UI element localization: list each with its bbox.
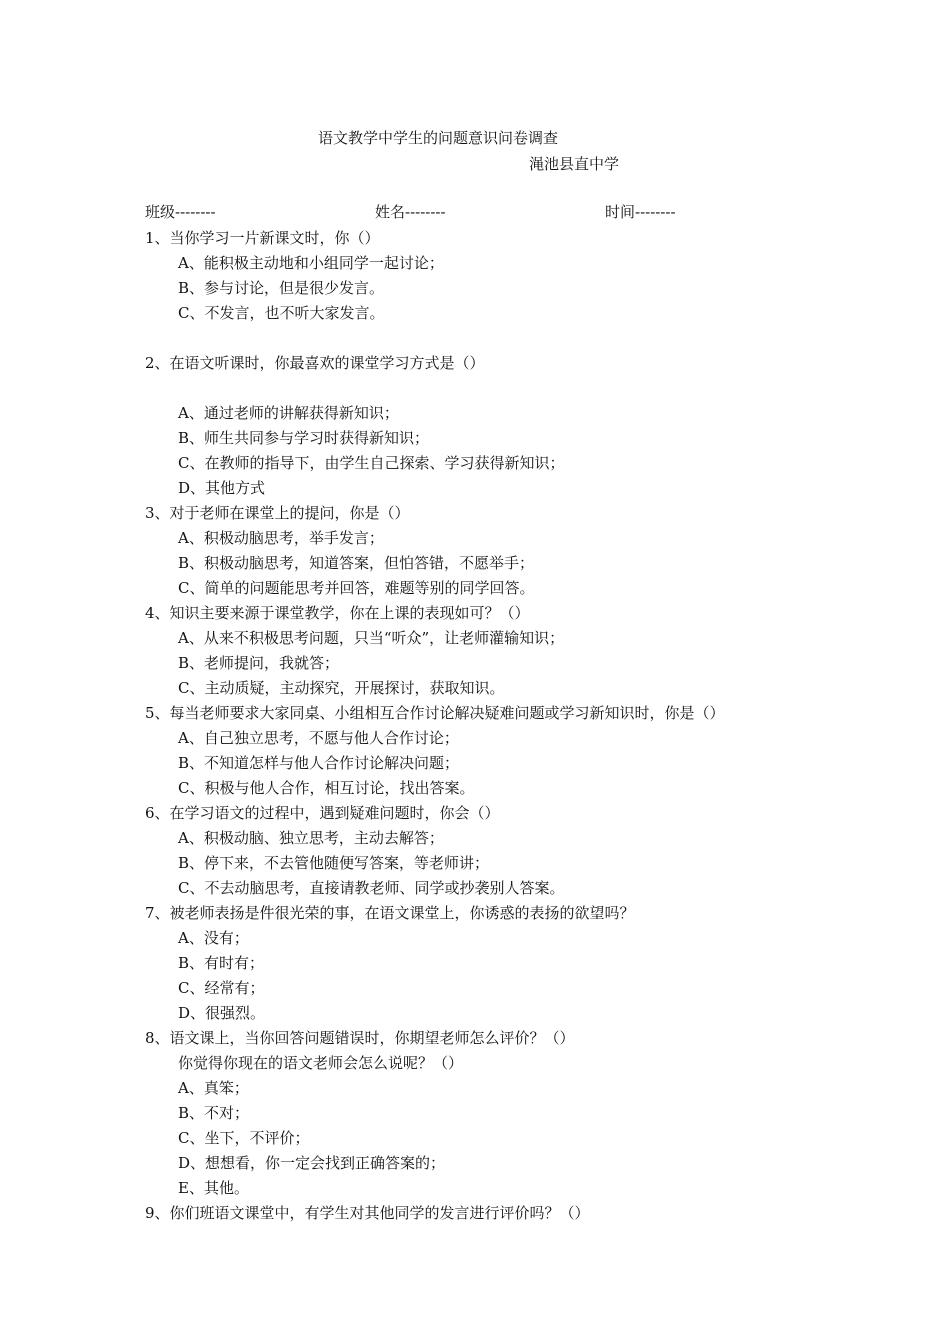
answer-option: A、能积极主动地和小组同学一起讨论；: [178, 254, 444, 272]
question-block: [145, 351, 865, 501]
answer-option: C、简单的问题能思考并回答，难题等别的同学回答。: [178, 579, 535, 597]
answer-option: A、真笨；: [178, 1079, 249, 1097]
answer-option: C、积极与他人合作，相互讨论，找出答案。: [178, 779, 475, 797]
question-block: [145, 801, 865, 901]
answer-option: B、有时有；: [178, 954, 265, 972]
answer-option: C、主动质疑，主动探究，开展探讨，获取知识。: [178, 679, 505, 697]
question-block: [145, 701, 865, 801]
answer-option: A、通过老师的讲解获得新知识；: [178, 404, 399, 422]
question-block: [145, 601, 865, 701]
answer-option: B、不对；: [178, 1104, 250, 1122]
question-block: [145, 226, 865, 351]
time-field: 时间--------: [605, 203, 676, 221]
answer-option: B、停下来，不去管他随便写答案，等老师讲；: [178, 854, 490, 872]
answer-option: B、老师提问，我就答；: [178, 654, 340, 672]
question-text: 9、你们班语文课堂中，有学生对其他同学的发言进行评价吗？（）: [145, 1204, 590, 1222]
answer-option: A、积极动脑、独立思考，主动去解答；: [178, 829, 444, 847]
answer-option: C、不发言，也不听大家发言。: [178, 304, 385, 322]
question-text: 1、当你学习一片新课文时，你（）: [145, 229, 380, 247]
answer-option: C、不去动脑思考，直接请教老师、同学或抄袭别人答案。: [178, 879, 565, 897]
answer-option: C、坐下，不评价；: [178, 1129, 310, 1147]
question-block: [145, 501, 865, 601]
answer-option: B、师生共同参与学习时获得新知识；: [178, 429, 430, 447]
question-subtext: 你觉得你现在的语文老师会怎么说呢？（）: [178, 1054, 464, 1072]
answer-option: B、积极动脑思考，知道答案，但怕答错，不愿举手；: [178, 554, 535, 572]
answer-option: A、没有；: [178, 929, 249, 947]
answer-option: A、积极动脑思考，举手发言；: [178, 529, 384, 547]
school-name: 渑池县直中学: [529, 155, 620, 173]
question-block: [145, 1201, 865, 1226]
answer-option: B、参与讨论，但是很少发言。: [178, 279, 385, 297]
answer-option: A、自己独立思考，不愿与他人合作讨论；: [178, 729, 459, 747]
answer-option: A、从来不积极思考问题，只当“听众”，让老师灌输知识；: [178, 629, 565, 647]
class-field: 班级--------: [145, 203, 216, 221]
student-info-row: [145, 202, 845, 222]
question-block: [145, 1026, 865, 1201]
question-text: 7、被老师表扬是件很光荣的事，在语文课堂上，你诱惑的表扬的欲望吗？: [145, 904, 635, 922]
answer-option: B、不知道怎样与他人合作讨论解决问题；: [178, 754, 460, 772]
question-text: 4、知识主要来源于课堂教学，你在上课的表现如可？（）: [145, 604, 530, 622]
name-field: 姓名--------: [375, 203, 446, 221]
question-block: [145, 901, 865, 1026]
answer-option: E、其他。: [178, 1179, 249, 1197]
question-text: 6、在学习语文的过程中，遇到疑难问题时，你会（）: [145, 804, 500, 822]
question-text: 8、语文课上，当你回答问题错误时，你期望老师怎么评价？（）: [145, 1029, 575, 1047]
question-text: 3、对于老师在课堂上的提问，你是（）: [145, 504, 410, 522]
answer-option: D、想想看，你一定会找到正确答案的；: [178, 1154, 446, 1172]
question-list: [145, 226, 865, 1226]
answer-option: D、很强烈。: [178, 1004, 266, 1022]
question-text: 2、在语文听课时，你最喜欢的课堂学习方式是（）: [145, 354, 485, 372]
document-title: 语文教学中学生的问题意识问卷调查: [317, 129, 558, 147]
answer-option: D、其他方式: [178, 479, 266, 497]
answer-option: C、经常有；: [178, 979, 265, 997]
question-text: 5、每当老师要求大家同桌、小组相互合作讨论解决疑难问题或学习新知识时，你是（）: [145, 704, 725, 722]
answer-option: C、在教师的指导下，由学生自己探索、学习获得新知识；: [178, 454, 565, 472]
